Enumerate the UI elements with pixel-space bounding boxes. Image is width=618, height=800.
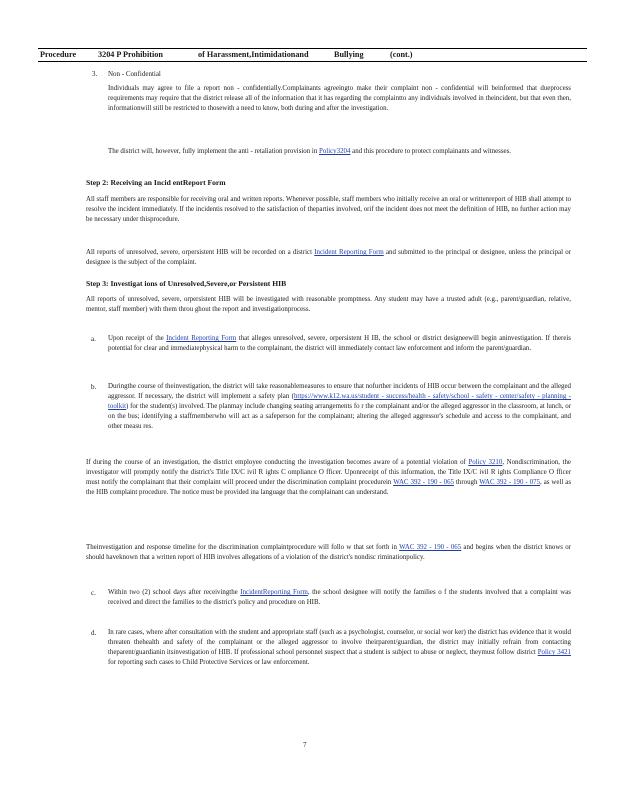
text-run: In rare cases, where after consultation with the student and appropriate staff (such as a psychologist, counselor, or social wor ker) the district has evidence that it would threaten thehealth and safety of the complainant or the alleged aggressor to involve theirparent/guardian, the district may initially refrain from contacting theparent/guardianin itsinvestigation of HIB. If professional school personnel suspect that a student is subject to abuse or neglect, theymust follow district [108, 629, 571, 656]
item3-title: Non - Confidential [108, 70, 161, 78]
header-cont: (cont.) [390, 50, 413, 59]
item-b-label: b. [91, 383, 97, 391]
incident-reporting-form-link[interactable]: Incident Reporting Form [314, 249, 384, 256]
header-bullying: Bullying [334, 50, 364, 59]
header-number: 3204 P Prohibition [98, 50, 163, 59]
timeline-paragraph [86, 543, 571, 563]
text-run: ) for the student(s) involved. The planmay include changing seating arrangements fo r the complainant and/or the alleged aggressor in the classroom, at lunch, or on the bus; identifying a staffmemberwho will act as a safeperson for the complainant; altering the alleged aggressor's schedule and access to the complainant, and other measu res. [108, 403, 571, 430]
policy-3204-link[interactable]: Policy3204 [319, 148, 351, 155]
item-c-label: c. [91, 589, 96, 597]
header-title: of Harassment,Intimidationand [198, 50, 309, 59]
text-run: All reports of unresolved, severe, orpersistent HIB will be recorded on a district [86, 249, 312, 256]
step2-paragraph: All staff members are responsible for receiving oral and written reports. Whenever possible, staff members who initially receive an oral or writtenreport of HIB shall attempt to resolve the incident immediately. If the incidentis resolved to the satisfaction of theparties involved, orif the incident does not meet the definition of HIB, no further action may be necessary under thisprocedure. [86, 196, 571, 223]
text-run: and submitted to the principal or designee, unless the principal or designee is the subject of the complaint. [86, 249, 571, 266]
text-run: The district will, however, fully implement the anti - retaliation provision in [108, 148, 318, 155]
text-run: If during the course of an investigation, the district employee conducting the investigation becomes aware of a potential violation of [86, 459, 466, 466]
text-run: , as well as the HIB complaint procedure. The notice must be provided ina language that the complainant can understand. [86, 479, 572, 496]
text-run: Within two (2) school days after receivingthe [108, 589, 238, 596]
step3-heading: Step 3: Investigat ions of Unresolved,Severe,or Persistent HIB [86, 279, 287, 288]
text-run: and this procedure to protect complainants and witnesses. [352, 148, 511, 155]
procedure-header [38, 48, 587, 62]
discrimination-paragraph [86, 458, 571, 498]
text-run: , Nondiscrimination, the investigator will promptly notify the district's Title IX/C ivil R ights C ompliance O fficer. Uponreceipt of this information, the Title IX/C ivil R ights Compliance O fficer must notify the complainant that their complaint will proceed under the discrimination complaint procedurein [86, 459, 571, 486]
wac-065-link-2[interactable]: WAC 392 - 190 - 065 [399, 544, 462, 551]
item3-number: 3. [92, 70, 98, 78]
page-number: 7 [303, 741, 307, 749]
text-run: , the school designee will notify the families o f the students involved that a complaint was received and direct the families to the district's policy and procedure on HIB. [108, 589, 571, 606]
item-b-text [108, 382, 571, 432]
safety-planning-toolkit-link[interactable]: https://www.k12.wa.us/student - success/health - safety/school - safety - center/safety - planning - toolkit [108, 393, 571, 410]
text-run: Upon receipt of the [108, 335, 164, 342]
item-c-text [108, 588, 571, 608]
step2-reports-paragraph [86, 248, 571, 268]
item-d-text [108, 628, 571, 668]
item3-paragraph: Individuals may agree to file a report non - confidentially.Complainants agreeingto make their complaint non - confidential will beinformed that dueprocess requirements may require that the district release all of the information that it has regarding the complaintto any individuals involved in theincident, but that even then, informationwill still be restricted to thosewith a need to know, both during and after the investigation. [108, 85, 571, 112]
item-d-label: d. [91, 629, 97, 637]
incident-reporting-form-link[interactable]: Incident Reporting Form [166, 335, 237, 342]
text-run: for reporting such cases to Child Protective Services or law enforcement. [108, 659, 310, 666]
text-run: Duringthe course of theinvestigation, the district will take reasonablemeasures to ensure that nofurther incidents of HIB occur between the complainant and the alleged aggressor. If necessary, the district will implement a safety plan ( [108, 383, 571, 400]
header-procedure: Procedure [40, 50, 77, 59]
policy-3210-link[interactable]: Policy 3210 [468, 459, 503, 466]
wac-075-link[interactable]: WAC 392 - 190 - 075 [479, 479, 541, 486]
item-a-text [108, 334, 571, 354]
text-run: that alleges unresolved, severe, orpersistent H IB, the school or district designeewill begin aninvestigation. If thereis potential for clear and immediatephysical harm to the complainant, the district will immediately contact law enforcement and inform the parent/guardian. [108, 335, 571, 352]
step2-heading: Step 2: Receiving an Incid entReport Form [86, 178, 226, 187]
text-run: and begins when the district knows or should haveknown that a written report of HIB involves allegations of a violation of the district's nondisc riminationpolicy. [86, 544, 571, 561]
item-a-label: a. [91, 335, 96, 343]
incident-reporting-form-link-2[interactable]: IncidentReporting Form [240, 589, 308, 596]
policy-3421-link[interactable]: Policy 3421 [537, 649, 571, 656]
wac-065-link[interactable]: WAC 392 - 190 - 065 [393, 479, 454, 486]
text-run: Theinvestigation and response timeline for the discrimination complaintprocedure will follo w that set forth in [86, 544, 397, 551]
text-run: through [455, 479, 478, 486]
item3-retaliation-paragraph [108, 147, 571, 157]
step3-intro: All reports of unresolved, severe, orpersistent HIB will be investigated with reasonable promptness. Any student may have a trusted adult (e.g., parent/guardian, relative, mentor, staff member) with them throu ghout the report and investigationprocess. [86, 296, 571, 313]
